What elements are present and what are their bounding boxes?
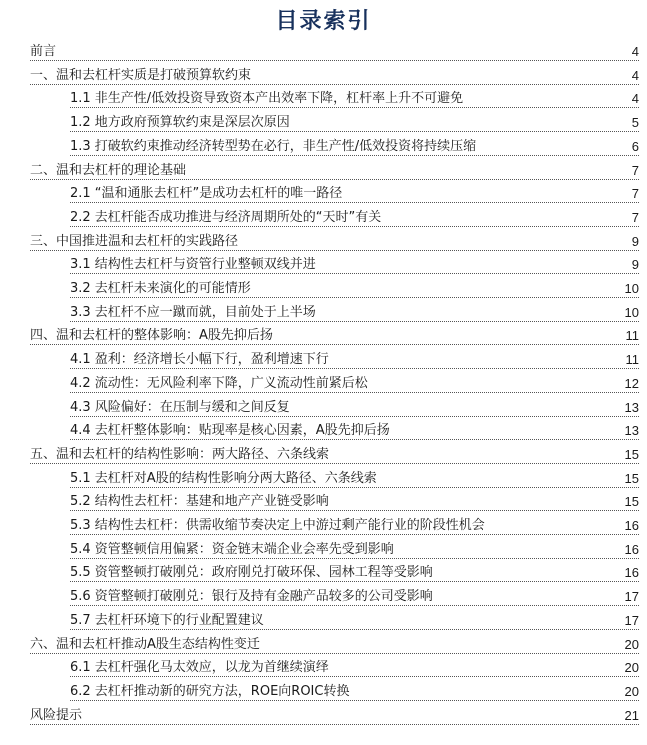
- toc-page-number: 7: [631, 209, 639, 225]
- toc-section-entry[interactable]: [0, 230, 647, 253]
- toc-section-entry[interactable]: [0, 64, 647, 87]
- toc-subsection-entry[interactable]: [0, 348, 647, 371]
- toc-entry-label: 六、温和去杠杆推动A股生态结构性变迁: [30, 636, 260, 652]
- toc-page-number: 20: [624, 683, 639, 699]
- toc-entry-label: 2.1 “温和通胀去杠杆”是成功去杠杆的唯一路径: [70, 186, 343, 202]
- toc-page-number: 15: [624, 494, 639, 510]
- toc-subsection-entry[interactable]: [0, 467, 647, 490]
- toc-page-number: 6: [631, 138, 639, 154]
- toc-subsection-entry[interactable]: [0, 253, 647, 276]
- toc-section-entry[interactable]: [0, 443, 647, 466]
- toc-subsection-entry[interactable]: [0, 301, 647, 324]
- toc-entry-label: 三、中国推进温和去杠杆的实践路径: [30, 233, 239, 249]
- toc-subsection-entry[interactable]: [0, 514, 647, 537]
- toc-entry-label: 五、温和去杠杆的结构性影响：两大路径、六条线索: [30, 446, 330, 462]
- toc-page-number: 17: [624, 612, 639, 628]
- toc-page-number: 15: [624, 446, 639, 462]
- toc-subsection-entry[interactable]: [0, 396, 647, 419]
- toc-subsection-entry[interactable]: [0, 680, 647, 703]
- toc-subsection-entry[interactable]: [0, 111, 647, 134]
- toc-entry-label: 一、温和去杠杆实质是打破预算软约束: [30, 67, 252, 83]
- toc-entry-label: 5.3 结构性去杠杆：供需收缩节奏决定上中游过剩产能行业的阶段性机会: [70, 518, 485, 533]
- toc-subsection-entry[interactable]: [0, 656, 647, 679]
- toc-page-number: 15: [624, 470, 639, 486]
- toc-page-number: 16: [624, 565, 639, 581]
- toc-leader-line: [30, 724, 639, 725]
- toc-page-number: 5: [631, 115, 639, 131]
- toc-page-number: 20: [624, 636, 639, 652]
- toc-entry-label: 4.3 风险偏好：在压制与缓和之间反复: [70, 399, 290, 415]
- toc-entry-label: 3.3 去杠杆不应一蹴而就，目前处于上半场: [70, 304, 316, 320]
- toc-entry-label: 5.2 结构性去杠杆：基建和地产产业链受影响: [70, 494, 329, 510]
- toc-entry-label: 5.1 去杠杆对A股的结构性影响分两大路径、六条线索: [70, 470, 377, 486]
- toc-section-entry[interactable]: [0, 633, 647, 656]
- toc-entry-label: 前言: [30, 44, 57, 59]
- toc-page-number: 21: [624, 707, 639, 723]
- toc-page-number: 20: [624, 660, 639, 676]
- toc-page-number: 10: [624, 304, 639, 320]
- toc-leader-line: [30, 60, 639, 61]
- toc-entry-label: 1.2 地方政府预算软约束是深层次原因: [70, 115, 290, 131]
- toc-subsection-entry[interactable]: [0, 490, 647, 513]
- toc-subsection-entry[interactable]: [0, 182, 647, 205]
- toc-entry-label: 3.2 去杠杆未来演化的可能情形: [70, 281, 251, 296]
- toc-entry-label: 3.1 结构性去杠杆与资管行业整顿双线并进: [70, 257, 316, 273]
- toc-entry-label: 二、温和去杠杆的理论基础: [30, 162, 187, 178]
- toc-entry-label: 四、温和去杠杆的整体影响：A股先抑后扬: [30, 328, 273, 344]
- toc-entry-label: 6.2 去杠杆推动新的研究方法，ROE向ROIC转换: [70, 683, 350, 699]
- toc-section-entry[interactable]: [0, 704, 647, 727]
- toc-page-number: 16: [624, 541, 639, 557]
- toc-entry-label: 4.1 盈利：经济增长小幅下行，盈利增速下行: [70, 352, 329, 368]
- toc-subsection-entry[interactable]: [0, 419, 647, 442]
- toc-subsection-entry[interactable]: [0, 87, 647, 110]
- toc-subsection-entry[interactable]: [0, 277, 647, 300]
- toc-entry-label: 6.1 去杠杆强化马太效应，以龙为首继续演绎: [70, 660, 329, 676]
- toc-section-entry[interactable]: [0, 324, 647, 347]
- toc-entry-label: 5.6 资管整顿打破刚兑：银行及持有金融产品较多的公司受影响: [70, 589, 433, 605]
- toc-entry-label: 风险提示: [30, 707, 83, 723]
- toc-subsection-entry[interactable]: [0, 561, 647, 584]
- toc-page-number: 7: [631, 186, 639, 202]
- toc-entry-label: 5.4 资管整顿信用偏紧：资金链末端企业会率先受到影响: [70, 541, 394, 557]
- toc-page-number: 7: [631, 162, 639, 178]
- toc-page-number: 12: [624, 375, 639, 391]
- toc-page-number: 4: [631, 44, 639, 59]
- toc-subsection-entry[interactable]: [0, 538, 647, 561]
- toc-page-number: 11: [625, 352, 639, 368]
- toc-subsection-entry[interactable]: [0, 609, 647, 632]
- toc-section-entry[interactable]: [0, 159, 647, 182]
- toc-page-number: 4: [631, 67, 639, 83]
- toc-page-number: 9: [631, 233, 639, 249]
- toc-entry-label: 1.3 打破软约束推动经济转型势在必行，非生产性/低效投资将持续压缩: [70, 138, 477, 154]
- toc-page-number: 10: [624, 281, 639, 296]
- toc-entry-label: 5.5 资管整顿打破刚兑：政府刚兑打破环保、园林工程等受影响: [70, 565, 433, 581]
- toc-page-number: 16: [624, 518, 639, 533]
- toc-entry-label: 1.1 非生产性/低效投资导致资本产出效率下降，杠杆率上升不可避免: [70, 91, 464, 107]
- toc-page-number: 9: [631, 257, 639, 273]
- toc-subsection-entry[interactable]: [0, 585, 647, 608]
- toc-entry-label: 5.7 去杠杆环境下的行业配置建议: [70, 612, 264, 628]
- toc-subsection-entry[interactable]: [0, 206, 647, 229]
- toc-page-number: 13: [624, 399, 639, 415]
- toc-entry-label: 2.2 去杠杆能否成功推进与经济周期所处的“天时”有关: [70, 209, 382, 225]
- toc-page-number: 4: [631, 91, 639, 107]
- toc-entry-label: 4.4 去杠杆整体影响：贴现率是核心因素，A股先抑后扬: [70, 423, 390, 439]
- toc-page-number: 13: [624, 423, 639, 439]
- toc-page-number: 17: [624, 589, 639, 605]
- toc-subsection-entry[interactable]: [0, 372, 647, 395]
- toc-entry-label: 4.2 流动性：无风险利率下降，广义流动性前紧后松: [70, 375, 368, 391]
- toc-subsection-entry[interactable]: [0, 135, 647, 158]
- page-title: 目录索引: [275, 8, 372, 34]
- toc-page-number: 11: [625, 328, 639, 344]
- toc-section-entry[interactable]: [0, 40, 647, 63]
